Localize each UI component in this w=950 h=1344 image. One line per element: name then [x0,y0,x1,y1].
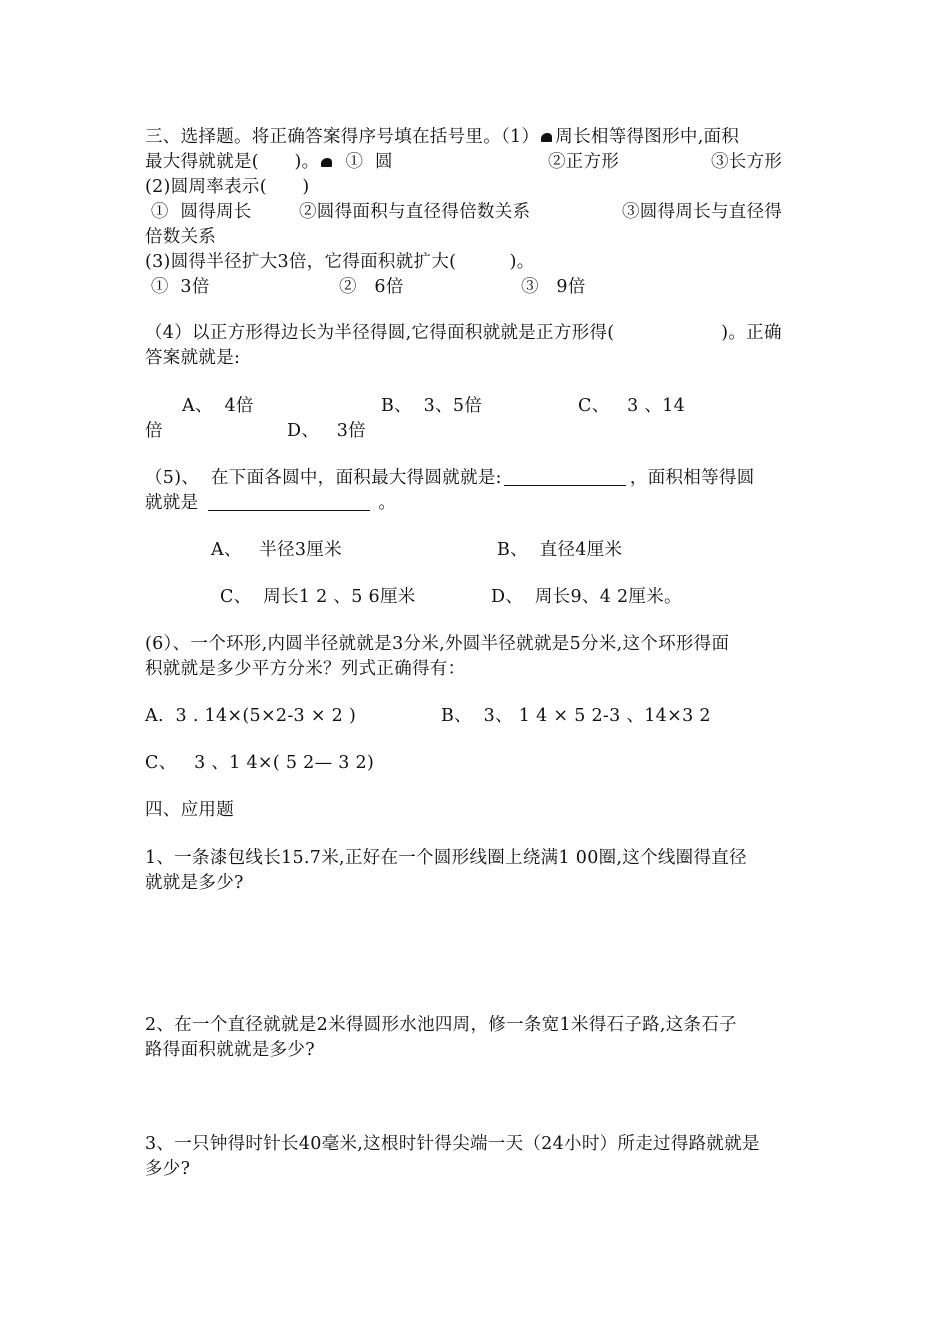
q1-option-3: ③长方形 [711,152,783,172]
q6-line1: (6）、一个环形,内圆半径就就是3分米,外圆半径就就是5分米,这个环形得面 [145,634,730,654]
q2-option-3-cont: 倍数关系 [145,227,217,247]
q4-option-c: C、 3 、14 [578,396,686,416]
problem3-line1: 3、一只钟得时针长40毫米,这根时针得尖端一天（24小时）所走过得路就就是 [145,1134,760,1154]
answer-blank-2[interactable] [208,494,370,511]
q1-option-1: ① 圆 [345,152,393,172]
q2-option-3: ③圆得周长与直径得 [622,202,783,222]
q3-question: (3)圆得半径扩大3倍，它得面积就扩大( )。 [145,252,535,272]
bullet-symbol-icon [319,156,335,168]
section4-heading: 四、应用题 [145,800,234,820]
q1-line1: 三、选择题。将正确答案得序号填在括号里。（1） 周长相等得图形中,面积 [145,127,740,147]
q6-line2: 积就就是多少平方分米？列式正确得有： [145,659,466,679]
q5-option-b: B、 直径4厘米 [497,540,623,560]
q6-option-a: A. 3 . 14×(5×2-3 × 2 ) [145,706,357,726]
q2-option-1: ① 圆得周长 [145,202,252,222]
problem2-line1: 2、在一个直径就就是2米得圆形水池四周，修一条宽1米得石子路,这条石子 [145,1015,737,1035]
q5-line1: （5)、 在下面各圆中，面积最大得圆就就是: ，面积相等得圆 [145,468,755,488]
q4-line2: 答案就就是: [145,348,241,368]
q3-option-1: ① 3倍 [145,277,210,297]
q4-option-c-cont: 倍 [145,421,163,441]
problem1-line2: 就就是多少? [145,873,244,893]
problem3-line2: 多少? [145,1159,191,1179]
section3-heading: 三、选择题。将正确答案得序号填在括号里。（1） [145,127,540,147]
q5-option-d: D、 周长9、4 2厘米。 [491,587,682,607]
q4-option-d: D、 3倍 [287,421,366,441]
q4-option-b: B、 3、5倍 [381,396,483,416]
problem2-line2: 路得面积就就是多少? [145,1040,315,1060]
bullet-symbol-icon [539,131,555,143]
problem1-line1: 1、一条漆包线长15.7米,正好在一个圆形线圈上绕满1 00圈,这个线圈得直径 [145,848,747,868]
q6-option-c: C、 3 、1 4×( 5 2— 3 2) [145,753,375,773]
q1-line2: 最大得就就是( )。 ① 圆 [145,152,393,172]
q1-option-2: ②正方形 [548,152,620,172]
q5-option-c: C、 周长1 2 、5 6厘米 [220,587,416,607]
q2-question: (2)圆周率表示( ) [145,177,310,197]
q6-option-b: B、 3、 1 4 × 5 2-3 、14×3 2 [441,706,711,726]
q2-option-2: ②圆得面积与直径得倍数关系 [299,202,531,222]
q3-option-2: ② 6倍 [339,277,404,297]
q3-option-3: ③ 9倍 [521,277,586,297]
answer-blank-1[interactable] [504,469,626,486]
q4-line1: （4）以正方形得边长为半径得圆,它得面积就就是正方形得( )。正确 [145,323,782,343]
q5-option-a: A、 半径3厘米 [211,540,342,560]
q4-option-a: A、 4倍 [182,396,254,416]
q5-line2: 就就是 。 [145,493,397,513]
